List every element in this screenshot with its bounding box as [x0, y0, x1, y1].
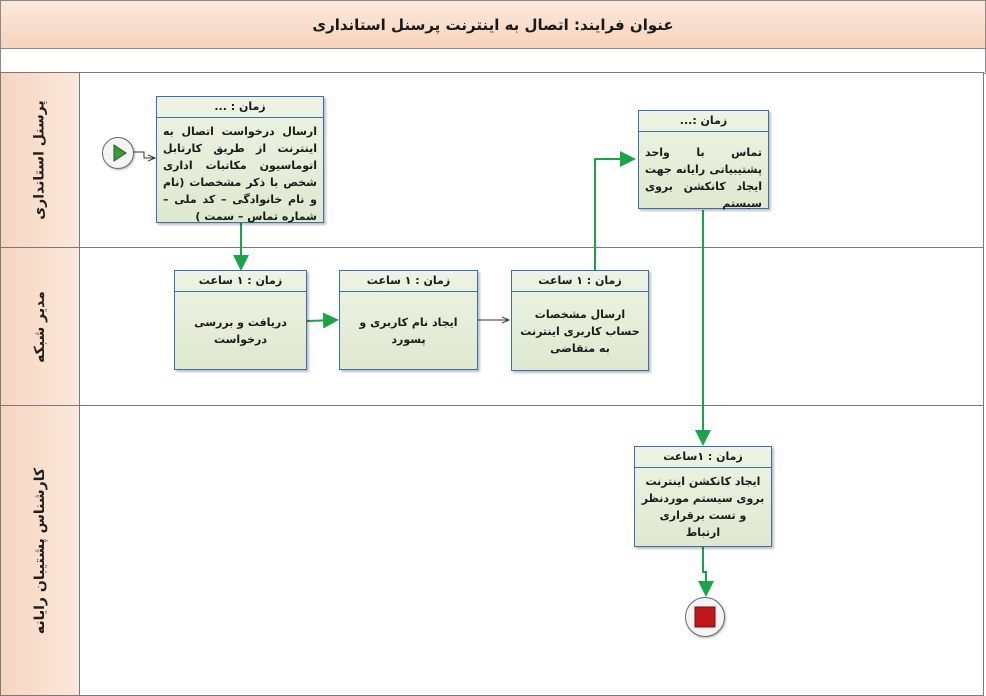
flow-review-to-credentials [307, 320, 337, 321]
play-triangle-icon [103, 138, 133, 168]
task-create-connection[interactable] [634, 446, 772, 547]
start-event[interactable] [102, 137, 134, 169]
lane-label-it-support: کارشناس پشتیبان رایانه [32, 467, 48, 634]
task-text: ایجاد کانکشن اینترنت بروی سیستم موردنظر و تست برقراری ارتباط [641, 475, 765, 539]
task-text: ارسال مشخصات حساب کاربری اینترنت به متقاضی [520, 307, 640, 355]
task-time: زمان : ۱ ساعت [340, 271, 477, 292]
task-text: ایجاد نام کاربری و پسورد [359, 316, 458, 346]
task-create-credentials[interactable] [339, 270, 478, 370]
task-time: زمان : ... [157, 97, 323, 118]
task-time: زمان : ۱ ساعت [512, 271, 648, 292]
flow-send-to-contact [595, 159, 634, 270]
task-time: زمان : ۱ساعت [635, 447, 771, 468]
lane-label-network-manager: مدیر شبکه [32, 290, 48, 363]
lane-label-personnel: پرسنل استانداری [32, 100, 49, 220]
task-send-request[interactable] [156, 96, 324, 223]
task-time: زمان :... [639, 111, 768, 132]
task-receive-review[interactable] [174, 270, 307, 370]
task-text: دریافت و بررسی درخواست [194, 316, 287, 346]
end-event[interactable] [685, 597, 725, 637]
flow-start-to-request [132, 152, 155, 158]
process-title-text: عنوان فرایند: اتصال به اینترنت پرسنل استانداری [312, 15, 674, 34]
task-contact-support[interactable] [638, 110, 769, 209]
task-send-account[interactable] [511, 270, 649, 371]
flow-connection-to-end [703, 547, 706, 595]
stop-square-icon [686, 598, 724, 636]
task-time: زمان : ۱ ساعت [175, 271, 306, 292]
task-text: ارسال درخواست اتصال به اینترنت از طریق کارتابل اتوماسیون مکاتبات اداری شخص با ذکر مشخصات (نام و نام خانوادگی – کد ملی – شماره تماس – سمت ) [163, 125, 317, 223]
task-text: تماس با واحد پشتیبیاتی رایانه جهت ایجاد کانکشن بروی سیستم [645, 146, 762, 210]
